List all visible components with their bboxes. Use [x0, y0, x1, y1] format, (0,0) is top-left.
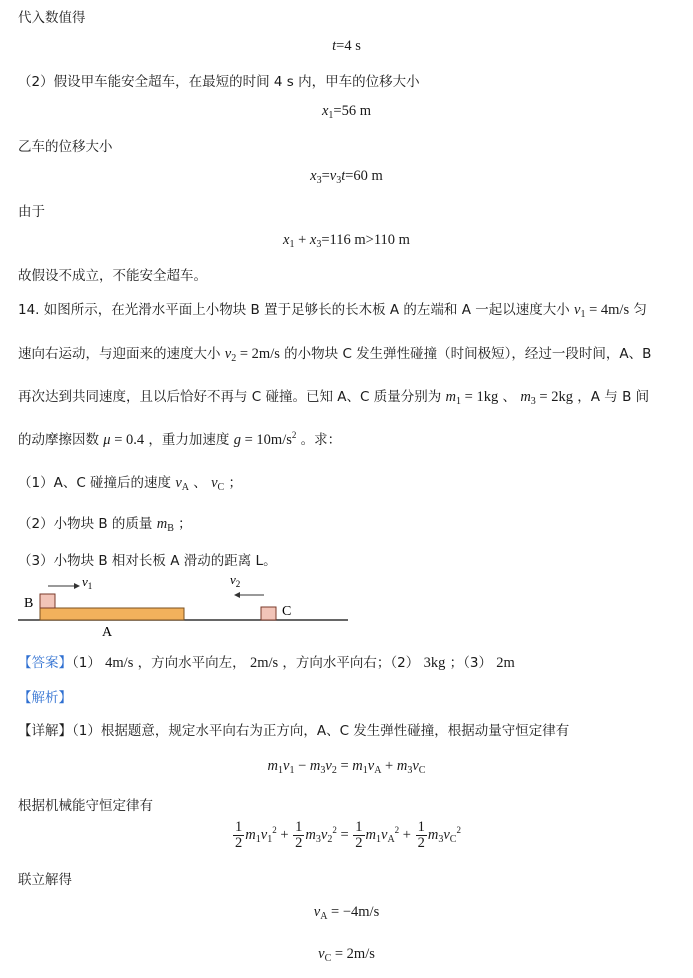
block-B: [40, 594, 55, 608]
q2-assume-text: （2）假设甲车能安全超车，在最短的时间 4 s 内，甲车的位移大小: [18, 74, 420, 90]
energy-intro: 根据机械能守恒定律有: [18, 798, 153, 814]
detail-tag: 【详解】: [18, 723, 72, 739]
detail-line: [18, 719, 569, 739]
label-v1: $v_1$: [82, 574, 93, 591]
question-1: （1）A、C 碰撞后的速度 $v_A$ 、 $v_C$ ；: [18, 475, 243, 493]
substitute-text: 代入数值得: [18, 10, 86, 26]
arrow-v1-head: [74, 583, 80, 589]
momentum-equation: $m_1v_1 - m_3v_2 = m_1v_A + m_3v_C$: [267, 758, 426, 776]
solve-intro: 联立解得: [18, 872, 72, 888]
question-2: （2）小物块 B 的质量 $m_B$ ；: [18, 516, 192, 534]
board-A: [40, 608, 184, 620]
problem-line-2: 速向右运动，与迎面来的速度大小 $v_2 = 2m/s$ 的小物块 C 发生弹性碰撞（时间极短），经过一段时间，A、B: [18, 346, 652, 364]
label-C: C: [282, 604, 292, 619]
physics-diagram: [18, 570, 358, 642]
problem-line-3: 再次达到共同速度，且以后恰好不再与 C 碰撞。已知 A、C 质量分别为 $m_1 = 1kg$ 、 $m_3 = 2kg$ ，A 与 B 间: [18, 389, 650, 407]
answer-line: 【答案】（1） 4m/s ，方向水平向左， 2m/s ，方向水平向右；（2） 3kg ；（3） 2m: [18, 655, 515, 671]
label-B: B: [24, 596, 34, 611]
t-result: t=4 s: [332, 38, 361, 54]
x3-result: $x_3=v_3t=60$ m: [310, 168, 383, 186]
label-v2: $v_2$: [230, 572, 241, 589]
conclusion-text: 故假设不成立，不能安全超车。: [18, 268, 207, 284]
block-C: [261, 607, 276, 620]
vA-result: $v_A = -4m/s$: [313, 904, 380, 922]
because-text: 由于: [18, 204, 45, 220]
vC-result: $v_C = 2m/s$: [318, 946, 375, 964]
arrow-v2-head: [234, 592, 240, 598]
question-3: （3）小物块 B 相对长板 A 滑动的距离 L。: [18, 553, 277, 569]
problem-line-4: 的动摩擦因数 μ = 0.4 ，重力加速度 $g = 10m/s^2$ 。求：: [18, 430, 342, 448]
detail-intro: （1）根据题意，规定水平向右为正方向，A、C 发生弹性碰撞，根据动量守恒定律有: [72, 723, 570, 739]
problem-line-1: 14. 如图所示，在光滑水平面上小物块 B 置于足够长的长木板 A 的左端和 A 一起以速度大小 $v_1 = 4m/s$ 匀: [18, 302, 647, 320]
sum-result: $x_1 + x_3=116$ m>110 m: [283, 232, 410, 250]
yi-disp-text: 乙车的位移大小: [18, 139, 113, 155]
label-A: A: [102, 625, 113, 640]
analysis-tag: 【解析】: [18, 690, 72, 706]
energy-equation: $\frac{1}{2}$ $m_1v_1^2$ + $\frac{1}{2}$ $m_3v_2^2$ = $\frac{1}{2}$ $m_1v_A^2$ + $\frac{1}{2}$ $m_3v_C^2$: [235, 819, 461, 851]
x1-result: $x_1=56$ m: [321, 103, 372, 121]
answer-tag: 【答案】: [18, 655, 72, 671]
